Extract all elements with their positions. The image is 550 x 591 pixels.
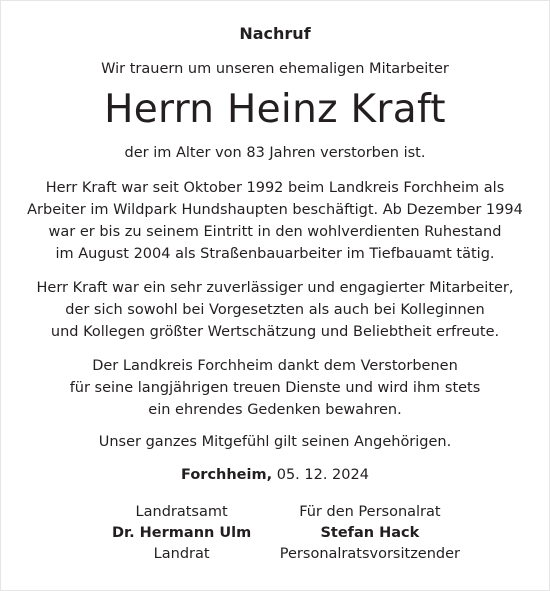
age-line: der im Alter von 83 Jahren verstorben ist. bbox=[124, 145, 426, 161]
appreciation-line: Herr Kraft war ein sehr zuverlässiger und engagierter Mitarbeiter, bbox=[36, 280, 514, 296]
thanks-line: für seine langjährigen treuen Dienste und wird ihm stets bbox=[69, 380, 481, 396]
thanks-line: ein ehrendes Gedenken bewahren. bbox=[148, 402, 402, 418]
date: 05. 12. 2024 bbox=[276, 467, 369, 483]
signatory-role: Landrat bbox=[153, 546, 210, 562]
place: Forchheim, bbox=[181, 467, 273, 483]
intro-line: Wir trauern um unseren ehemaligen Mitarbeiter bbox=[101, 61, 449, 77]
appreciation-line: und Kollegen größter Wertschätzung und Beliebtheit erfreute. bbox=[50, 324, 500, 340]
signatory-org: Für den Personalrat bbox=[299, 504, 441, 520]
signatory-name: Stefan Hack bbox=[320, 525, 420, 541]
notice-heading: Nachruf bbox=[239, 24, 311, 43]
career-line: Herr Kraft war seit Oktober 1992 beim Landkreis Forchheim als bbox=[45, 180, 505, 196]
career-line: Arbeiter im Wildpark Hundshaupten beschäftigt. Ab Dezember 1994 bbox=[27, 202, 523, 218]
condolence-line: Unser ganzes Mitgefühl gilt seinen Angehörigen. bbox=[98, 434, 452, 450]
career-line: war er bis zu seinem Eintritt in den wohlverdienten Ruhestand bbox=[48, 224, 502, 240]
thanks-line: Der Landkreis Forchheim dankt dem Verstorbenen bbox=[92, 358, 458, 374]
deceased-name: Herrn Heinz Kraft bbox=[104, 87, 446, 132]
appreciation-line: der sich sowohl bei Vorgesetzten als auch bei Kolleginnen bbox=[65, 302, 485, 318]
signatory-org: Landratsamt bbox=[135, 504, 228, 520]
career-line: im August 2004 als Straßenbauarbeiter im Tiefbauamt tätig. bbox=[55, 246, 495, 262]
signatory-name: Dr. Hermann Ulm bbox=[112, 525, 252, 541]
signatory-role: Personalratsvorsitzender bbox=[279, 546, 460, 562]
